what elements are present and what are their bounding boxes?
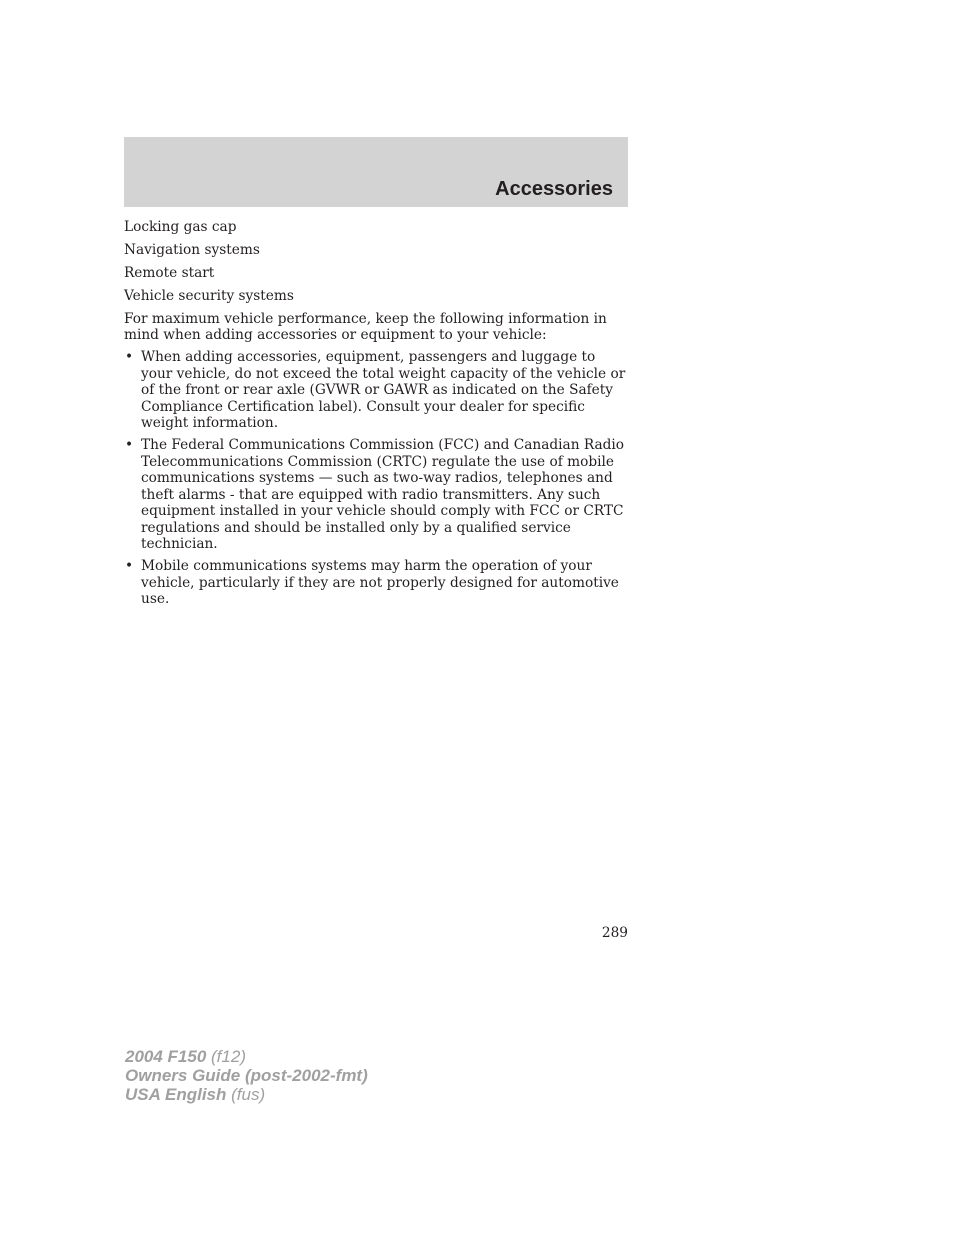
bullet-text: The Federal Communications Commission (FCC) and Canadian Radio Telecommunications Commission (CRTC) regulate the use of mobile communications systems — such as two-way radios, telephones and theft alarms - that are equipped with radio transmitters. Any such equipment installed in your vehicle should comply with FCC or CRTC regulations and should be installed only by a qualified service technician. (141, 437, 625, 552)
page-number: 289 (601, 925, 628, 941)
footer-language: USA English (125, 1085, 227, 1104)
footer-line-model (125, 1047, 368, 1066)
accessory-item-navigation-systems: Navigation systems (124, 241, 260, 258)
section-title: Accessories (495, 178, 613, 200)
footer-language-code: (fus) (226, 1085, 266, 1104)
bullet-text: Mobile communications systems may harm the operation of your vehicle, particularly if they are not properly designed for automotive use. (141, 558, 619, 608)
bullet-list (124, 349, 630, 607)
footer-guide-title: Owners Guide (post-2002-fmt) (125, 1066, 368, 1085)
accessory-item-vehicle-security-systems: Vehicle security systems (124, 287, 294, 304)
footer-line-language (125, 1085, 368, 1104)
footer-model: 2004 F150 (125, 1047, 207, 1066)
accessory-item-locking-gas-cap: Locking gas cap (124, 219, 237, 235)
bullet-item-weight-capacity (124, 349, 630, 431)
footer-line-guide (125, 1066, 368, 1085)
bullet-dot-icon: • (125, 437, 134, 454)
footer-model-code: (f12) (206, 1047, 246, 1066)
bullet-dot-icon: • (125, 558, 134, 575)
intro-paragraph: For maximum vehicle performance, keep the following information in mind when adding accessories or equipment to your vehicle: (124, 310, 607, 344)
bullet-item-fcc-crtc (124, 437, 630, 552)
section-header-band (124, 137, 628, 207)
bullet-text: When adding accessories, equipment, passengers and luggage to your vehicle, do not exceed the total weight capacity of the vehicle or of the front or rear axle (GVWR or GAWR as indicated on the Safety Compliance Certification label). Consult your dealer for specific weight information. (141, 349, 626, 432)
bullet-dot-icon: • (125, 349, 134, 366)
document-footer (125, 1047, 368, 1104)
accessory-item-remote-start: Remote start (124, 264, 215, 281)
bullet-item-mobile-communications (124, 558, 630, 607)
page-content (124, 219, 630, 614)
